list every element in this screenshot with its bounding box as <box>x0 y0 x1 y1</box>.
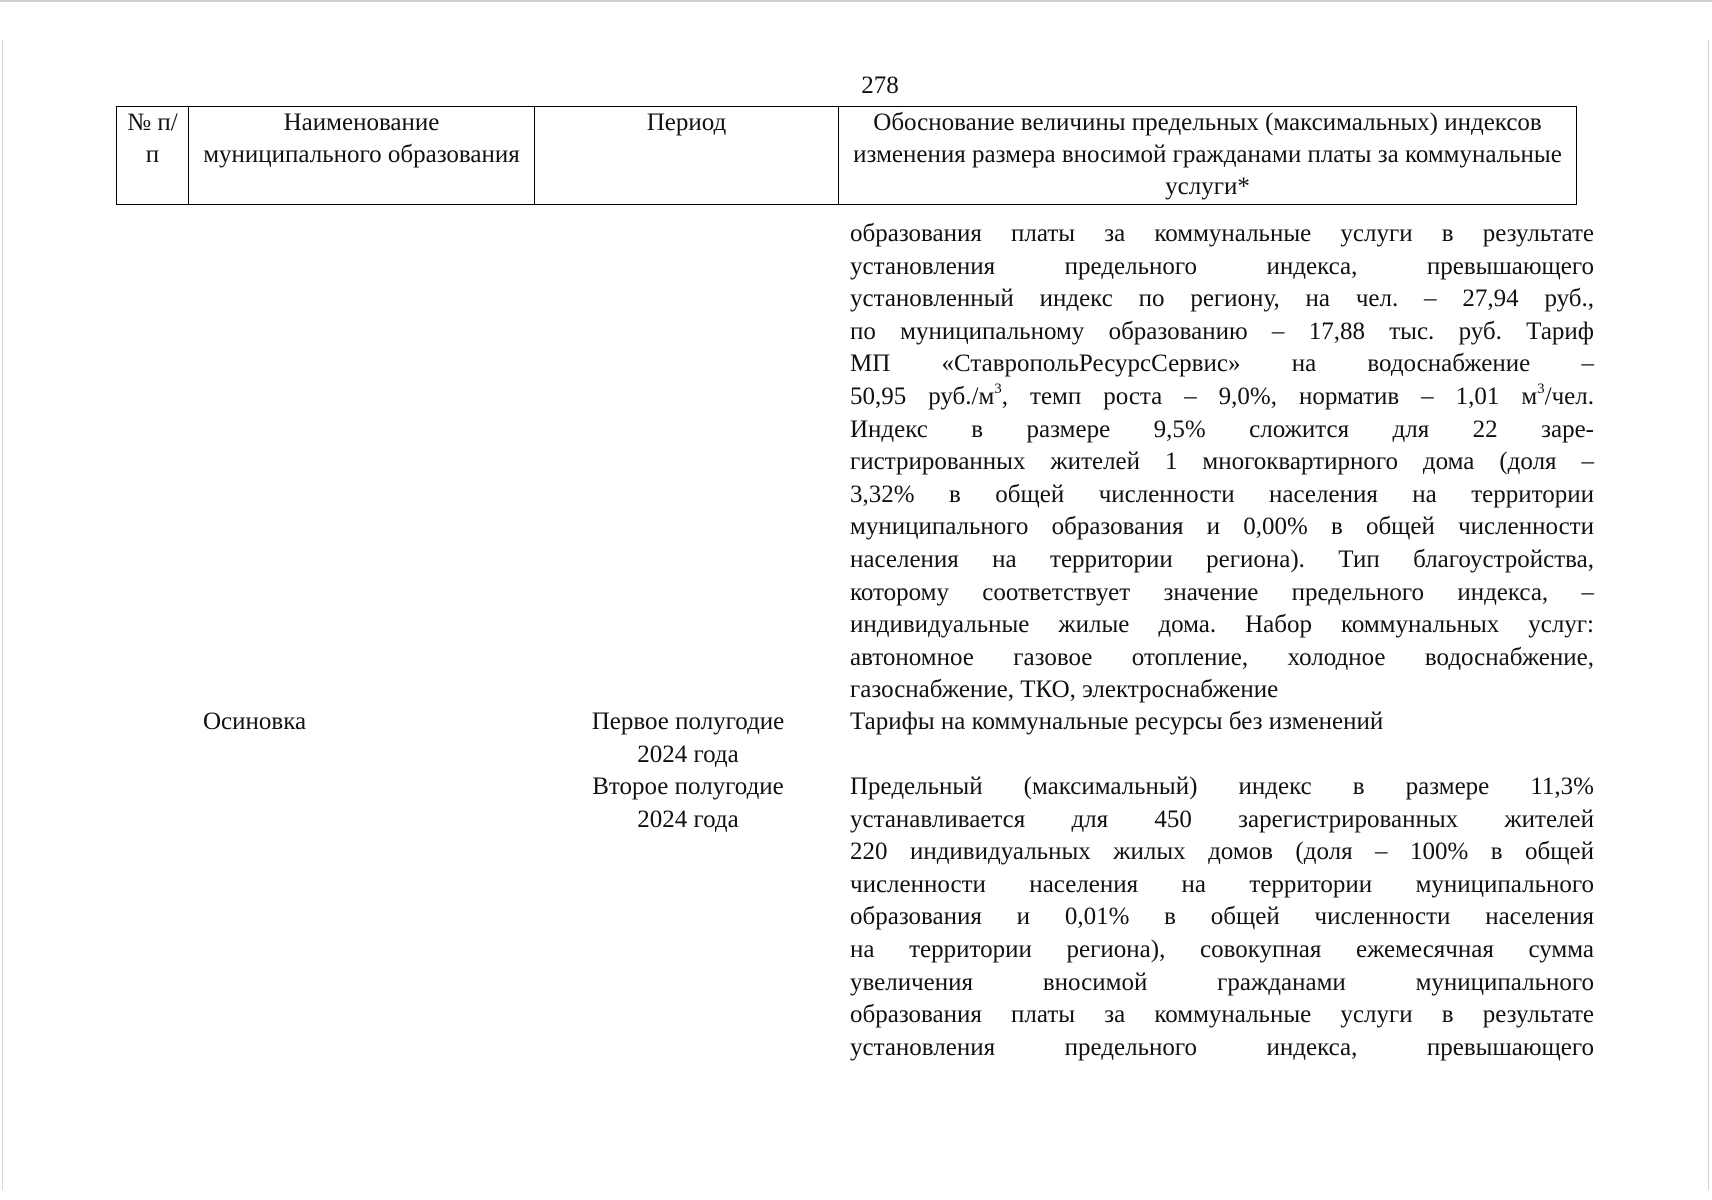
period-second-half <box>568 771 808 836</box>
continuation-justification <box>850 218 1594 707</box>
table-header <box>116 106 1577 205</box>
justification-first-half: Тарифы на коммунальные ресурсы без изменений <box>850 708 1384 735</box>
period-line: Второе полугодие <box>592 773 784 800</box>
period-line: 2024 года <box>637 740 739 768</box>
text-line: по муниципальному образованию – 17,88 тыс. руб. Тариф <box>850 317 1594 345</box>
text-line: образования и 0,01% в общей численности населения <box>850 903 1594 931</box>
text-line: Предельный (максимальный) индекс в размере 11,3% <box>850 773 1594 800</box>
text-line: на территории региона), совокупная ежемесячная сумма <box>850 935 1594 963</box>
header-col-period: Период <box>535 107 839 205</box>
justification-second-half <box>850 771 1594 1064</box>
text-line: установления предельного индекса, превышающего <box>850 1033 1594 1061</box>
header-col-municipality: Наименование муниципального образования <box>189 107 535 205</box>
text-line: численности населения на территории муниципального <box>850 870 1594 898</box>
top-scan-edge <box>0 0 1712 2</box>
text-line: муниципального образования и 0,00% в общей численности <box>850 513 1594 541</box>
page-number: 278 <box>861 72 899 99</box>
text-line: образования платы за коммунальные услуги в результате <box>850 1001 1594 1029</box>
header-col-justification: Обоснование величины предельных (максимальных) индексов изменения размера вносимой гражданами платы за коммунальные услуги* <box>839 107 1577 205</box>
text-line: газоснабжение, ТКО, электроснабжение <box>850 676 1279 704</box>
left-scan-edge <box>2 40 3 1190</box>
text-line: МП «СтавропольРесурсСервис» на водоснабжение – <box>850 350 1594 378</box>
text-line: 220 индивидуальных жилых домов (доля – 100% в общей <box>850 838 1594 866</box>
municipality-name: Осиновка <box>203 708 307 735</box>
text-line: которому соответствует значение предельного индекса, – <box>850 578 1594 606</box>
text-line: 3,32% в общей численности населения на территории <box>850 480 1594 508</box>
period-line: Первое полугодие <box>591 708 785 735</box>
text-line: образования платы за коммунальные услуги в результате <box>850 220 1594 247</box>
text-line: индивидуальные жилые дома. Набор коммунальных услуг: <box>850 611 1594 639</box>
text-line: гистрированных жителей 1 многоквартирного дома (доля – <box>850 448 1594 476</box>
period-line: 2024 года <box>637 805 739 833</box>
period-first-half <box>568 706 808 771</box>
right-scan-edge <box>1708 40 1709 1190</box>
header-row <box>117 107 1577 205</box>
text-line: установления предельного индекса, превышающего <box>850 252 1594 280</box>
text-line-with-units: 50,95 $руб./м^3$, темп роста – 9,0%, норматив – 1,01 $м^3$/чел. <box>850 380 1594 410</box>
text-line: увеличения вносимой гражданами муниципального <box>850 968 1594 996</box>
text-line: устанавливается для 450 зарегистрированных жителей <box>850 805 1594 833</box>
header-col-number: № п/п <box>117 107 189 205</box>
text-line: установленный индекс по региону, на чел. – 27,94 руб., <box>850 285 1594 313</box>
text-line: Индекс в размере 9,5% сложится для 22 заре- <box>850 415 1594 443</box>
text-line: автономное газовое отопление, холодное водоснабжение, <box>850 643 1594 671</box>
text-line: населения на территории региона). Тип благоустройства, <box>850 545 1594 573</box>
